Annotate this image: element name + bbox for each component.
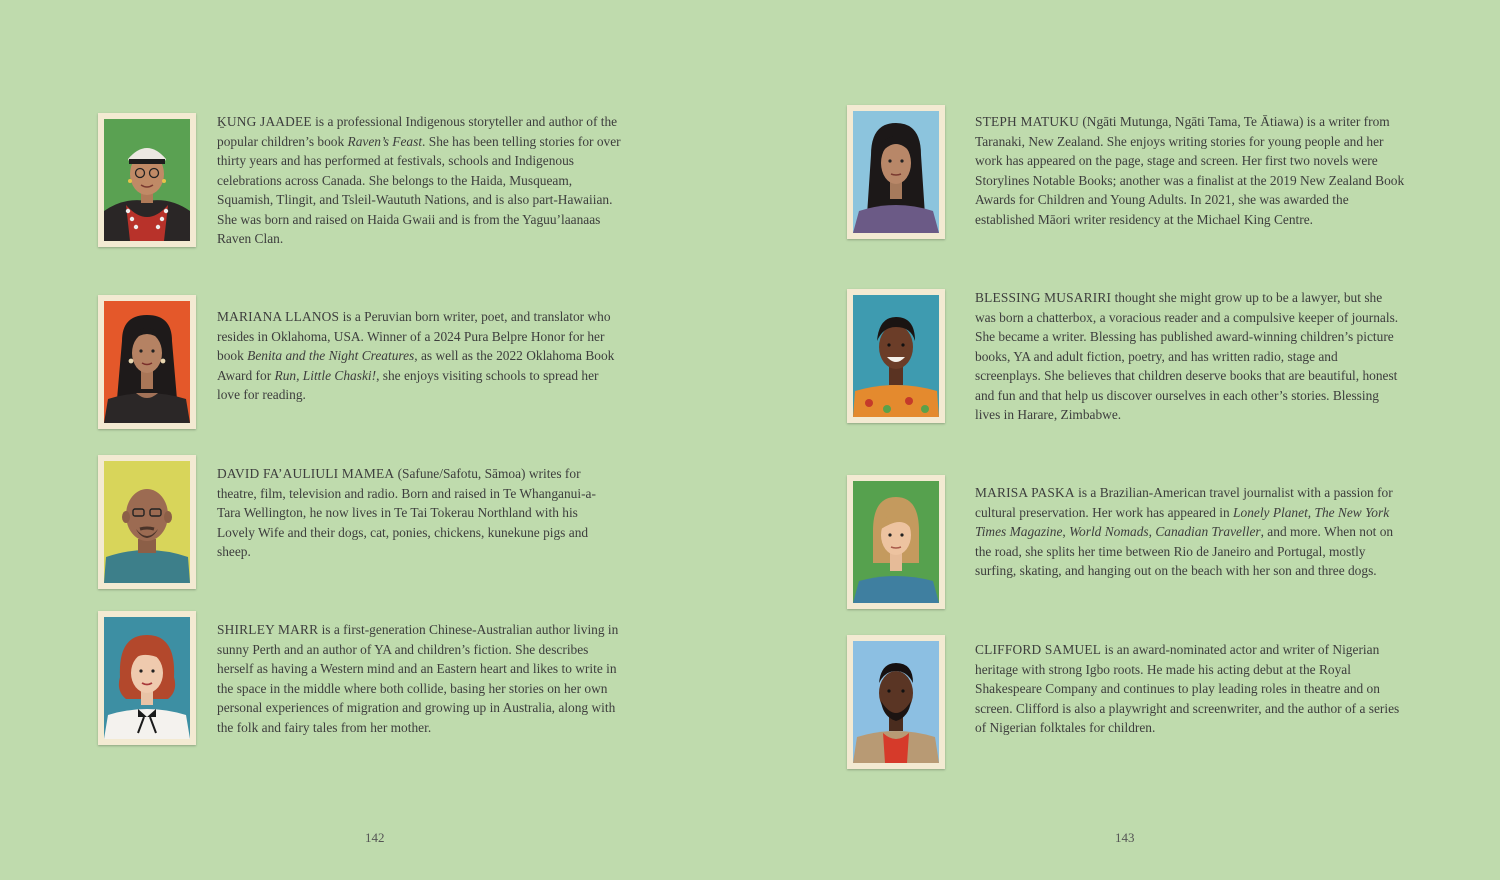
bio-text: , — [1148, 524, 1156, 539]
author-name: STEPH MATUKU — [975, 114, 1079, 129]
bio-text: , — [1307, 504, 1315, 520]
author-bio — [975, 640, 1405, 738]
page-number-right: 143 — [1115, 830, 1135, 845]
author-name: BLESSING MUSARIRI — [975, 290, 1112, 305]
author-name: DAVID FA’AULIULI MAMEA — [217, 466, 395, 481]
bio-text: (Safune/Safotu, Sāmoa) writes for theatre, film, television and radio. Born and raised in Te Whanganui-a-Tara Wellington, he now lives in Te Tai Tokerau Northland with his Lovely Wife and their dogs, cat, ponies, chickens, kunekune pigs and sheep. — [217, 466, 596, 559]
portrait-illustration — [104, 461, 190, 583]
portrait-shirley-marr — [98, 611, 196, 745]
bio-text: . She has been telling stories for over thirty years and has performed at festivals, schools and Indigenous celebrations across Canada. She belongs to the Haida, Musqueam, Squamish, Tlingit, and Tsleil-Waututh Nations, and is also part-Hawaiian. She was born and raised on Haida Gwaii and is from the Yaguu’laanaas Raven Clan. — [217, 133, 621, 246]
portrait-illustration — [853, 481, 939, 603]
bio-text: thought she might grow up to be a lawyer, but she was born a chatterbox, a voracious reader and a compulsive keeper of journals. She became a writer. Blessing has published award-winning children’s picture books, YA and adult fiction, poetry, and has written radio, stage and screenplays. She believes that children deserve books that are beautiful, honest and fun and that help us discover ourselves in each other’s stories. Blessing lives in Harare, Zimbabwe. — [975, 290, 1399, 422]
bio-text: is a first-generation Chinese-Australian author living in sunny Perth and an author of YA and children’s fiction. She describes herself as having a Western mind and an Eastern heart and likes to write in the space in the middle where both collide, basing her stories on her own personal experiences of migration and growing up in Australia, along with the folk and fairy tales from her mother. — [217, 622, 619, 735]
author-name: ḴUNG JAADEE — [217, 114, 312, 129]
bio-text: , as well as the 2022 Oklahoma Book Award for — [217, 348, 615, 383]
italic-title-text: Benita and the Night Creatures — [247, 348, 415, 363]
portrait-blessing-musariri — [847, 289, 945, 423]
author-name: SHIRLEY MARR — [217, 622, 319, 637]
italic-title-text: Canadian Traveller — [1155, 524, 1261, 539]
portrait-david-mamea — [98, 455, 196, 589]
bio-text: is a Brazilian-American travel journalist with a passion for cultural preservation. Her work has appeared in — [975, 485, 1393, 520]
bio-text: , and more. When not on the road, she splits her time between Rio de Janeiro and Portugal, mostly surfing, skating, and hanging out on the beach with her son and three dogs. — [975, 524, 1394, 578]
author-bio — [975, 112, 1405, 229]
bio-text: is a professional Indigenous storyteller and author of the popular children’s book — [217, 114, 618, 149]
portrait-illustration — [104, 119, 190, 241]
bio-text: , she enjoys visiting schools to spread her love for reading. — [217, 367, 599, 402]
italic-title-text: Lonely Planet — [1233, 504, 1308, 520]
bio-text: is an award-nominated actor and writer of Nigerian heritage with strong Igbo roots. He made his acting debut at the Royal Shakespeare Company and continues to play leading roles in theatre and on screen. Clifford is also a playwright and screenwriter, and the author of a series of Nigerian folktales for children. — [975, 642, 1400, 735]
portrait-illustration — [853, 295, 939, 417]
author-bio — [217, 307, 617, 405]
bio-text: is a Peruvian born writer, poet, and translator who resides in Oklahoma, USA. Winner of a 2024 Pura Belpre Honor for her book — [217, 309, 611, 363]
portrait-illustration — [853, 111, 939, 233]
portrait-kung-jaadee — [98, 113, 196, 247]
author-bio — [217, 464, 617, 562]
portrait-illustration — [104, 301, 190, 423]
author-name: CLIFFORD SAMUEL — [975, 642, 1102, 657]
italic-title-text: World Nomads — [1069, 524, 1149, 539]
author-bio — [975, 483, 1405, 581]
author-name: MARISA PASKA — [975, 485, 1075, 500]
bio-text: , — [1062, 524, 1070, 539]
italic-title-text: Raven’s Feast — [347, 133, 423, 149]
portrait-marisa-paska — [847, 475, 945, 609]
italic-title-text: Run, Little Chaski! — [274, 367, 377, 383]
author-bio — [217, 620, 627, 737]
author-bio — [217, 112, 627, 249]
portrait-clifford-samuel — [847, 635, 945, 769]
bio-text: (Ngāti Mutunga, Ngāti Tama, Te Ātiawa) is a writer from Taranaki, New Zealand. She enjoys writing stories for young people and her work has appeared on the page, stage and screen. Her first two novels were Storylines Notable Books; another was a finalist at the 2019 New Zealand Book Awards for Children and Young Adults. In 2021, she was awarded the established Māori writer residency at the Michael King Centre. — [975, 114, 1405, 227]
portrait-steph-matuku — [847, 105, 945, 239]
portrait-illustration — [104, 617, 190, 739]
portrait-illustration — [853, 641, 939, 763]
author-bio — [975, 288, 1405, 425]
author-name: MARIANA LLANOS — [217, 309, 340, 324]
portrait-mariana-llanos — [98, 295, 196, 429]
page-number-left: 142 — [365, 830, 385, 845]
italic-title-text: The New York Times Magazine — [975, 504, 1390, 539]
